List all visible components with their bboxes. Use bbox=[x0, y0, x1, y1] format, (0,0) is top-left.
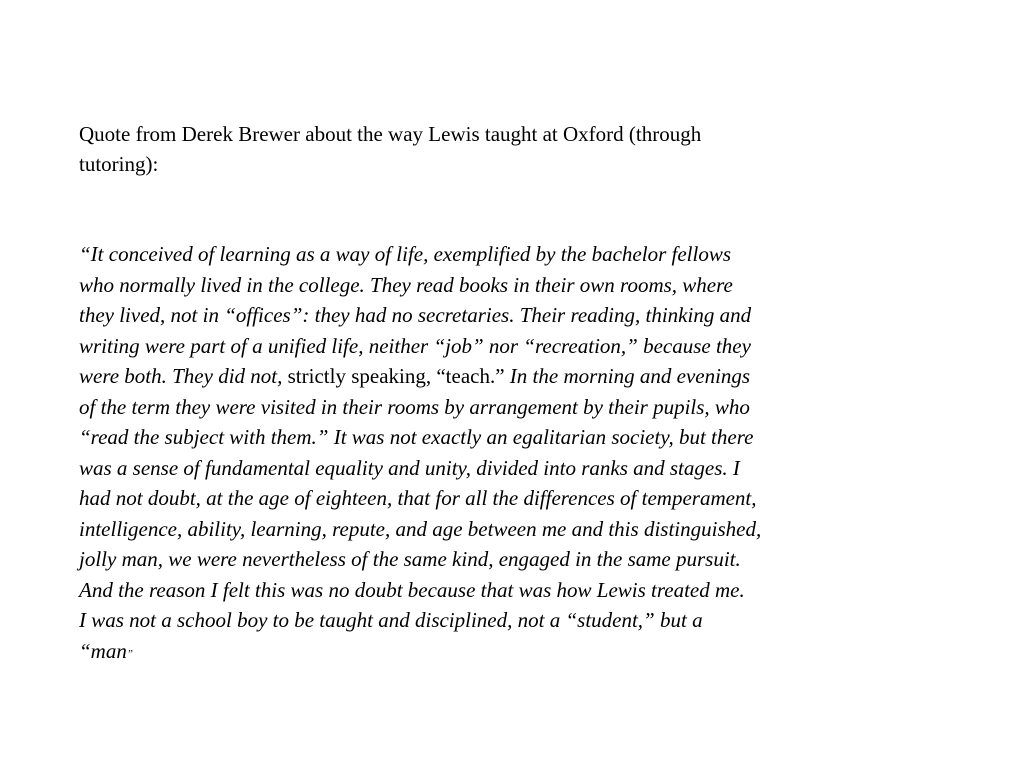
quote-line-14-text: “man bbox=[79, 638, 127, 663]
quote-line-4: writing were part of a unified life, neither “job” nor “recreation,” because they bbox=[79, 333, 751, 358]
quote-line-10: intelligence, ability, learning, repute, and age between me and this distinguished, bbox=[79, 516, 762, 541]
quote-line-5 bbox=[79, 361, 949, 392]
quote-line-6: of the term they were visited in their rooms by arrangement by their pupils, who bbox=[79, 394, 750, 419]
intro-text bbox=[79, 119, 879, 179]
quote-line-8: was a sense of fundamental equality and unity, divided into ranks and stages. I bbox=[79, 455, 740, 480]
quote-line-14 bbox=[79, 636, 949, 670]
quote-line-2: who normally lived in the college. They read books in their own rooms, where bbox=[79, 272, 733, 297]
quote-line-1: “It conceived of learning as a way of life, exemplified by the bachelor fellows bbox=[79, 242, 732, 266]
quote-line-13: I was not a school boy to be taught and disciplined, not a “student,” but a bbox=[79, 608, 703, 632]
intro-line-1: Quote from Derek Brewer about the way Lewis taught at Oxford (through bbox=[79, 122, 702, 146]
quote-line-3: they lived, not in “offices”: they had no secretaries. Their reading, thinking and bbox=[79, 303, 752, 327]
intro-line-2: tutoring): bbox=[79, 152, 159, 176]
quote-line-5-italic-start: were both. They did not, bbox=[79, 364, 288, 388]
quote-line-12: And the reason I felt this was no doubt because that was how Lewis treated me. bbox=[79, 577, 745, 602]
quote-line-9: had not doubt, at the age of eighteen, that for all the differences of temperament, bbox=[79, 486, 757, 510]
brewer-quote bbox=[79, 239, 949, 669]
quote-line-5-roman: strictly speaking, “teach.” bbox=[287, 364, 505, 388]
quote-line-5-italic-end: In the morning and evenings bbox=[504, 364, 751, 388]
quote-line-11: jolly man, we were nevertheless of the same kind, engaged in the same pursuit. bbox=[79, 547, 741, 571]
quote-line-7: “read the subject with them.” It was not exactly an egalitarian society, but there bbox=[79, 425, 754, 449]
quote-closing-mark: ” bbox=[126, 647, 133, 660]
